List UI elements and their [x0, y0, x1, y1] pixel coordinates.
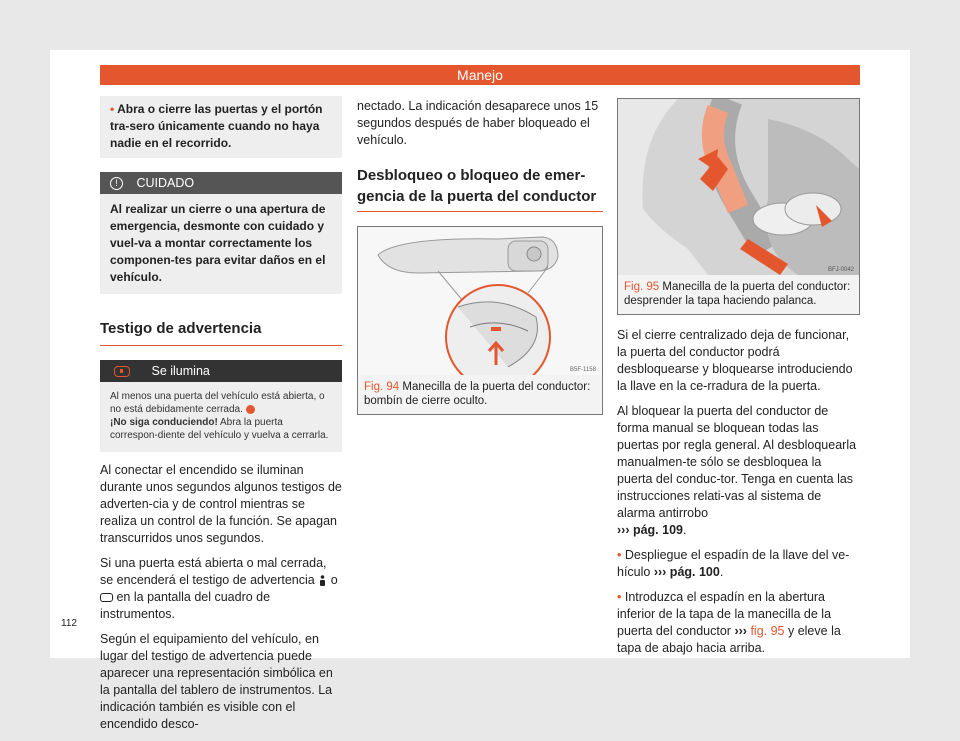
paragraph-2a: Si una puerta está abierta o mal cerrada, se encenderá el testigo de advertencia — [100, 556, 327, 587]
bullet-icon: • — [617, 548, 622, 562]
link-page-100[interactable]: ››› pág. 100 — [653, 565, 720, 579]
paragraph-1: Al conectar el encendido se iluminan durante unos segundos algunos testigos de adverten-cia y de control mientras se realiza un control de la función. Se apagan transcurridos unos segundos. — [100, 463, 342, 545]
paragraph-c3-1: Si el cierre centralizado deja de funcionar, la puerta del conductor podrá desbloquearse y bloquearse introduciendo la llave en la ce-rradura de la puerta. — [617, 328, 853, 393]
paragraph-c3-2: Al bloquear la puerta del conductor de forma manual se bloquean todas las puertas por regla general. Al desbloquearla manualmen-te sólo se desbloquea la puerta del conduc-tor. Tenga en cuenta las instrucciones relati-vas al sistema de alarma antirrobo ››› pág. 109. — [617, 404, 857, 537]
step-2-end: y eleve la tapa de abajo hacia arriba. — [617, 624, 841, 655]
caution-header — [100, 172, 342, 194]
step-1: • Despliegue el espadín de la llave del ve-hículo ››› pág. 100. — [617, 548, 850, 579]
figure-95-caption-text: Manecilla de la puerta del conductor: desprender la tapa haciendo palanca. — [624, 281, 851, 307]
lamp-box-header — [100, 360, 342, 382]
bullet-icon: • — [617, 590, 622, 604]
lamp-text-1: Al menos una puerta del vehículo está abierta, o no está debidamente cerrada. — [110, 391, 325, 415]
paragraph-2b: o — [330, 573, 338, 587]
link-fig-95[interactable]: fig. 95 — [750, 624, 785, 638]
caution-text: Al realizar un cierre o una apertura de emergencia, desmonte con cuidado y vuel-va a montar correctamente los componen-tes para evitar daños en el vehículo. — [100, 194, 342, 294]
lamp-text-2: Abra la puerta correspon-diente del vehículo y vuelva a cerrarla. — [110, 417, 329, 441]
figure-94-code: B5F-1158 — [570, 367, 596, 373]
step-2-text: Introduzca el espadín en la abertura inferior de la tapa de la manecilla de la puerta del conductor — [617, 590, 832, 638]
stop-icon — [246, 405, 255, 414]
column-2 — [357, 98, 603, 415]
figure-95 — [617, 98, 860, 315]
link-page-109[interactable]: ››› pág. 109 — [617, 523, 683, 537]
caution-title: CUIDADO — [136, 176, 195, 190]
door-warning-lamp-icon — [114, 366, 130, 377]
paragraph-continued: nectado. La indicación desaparece unos 15 segundos después de haber bloqueado el vehículo. — [357, 99, 599, 147]
intro-warning — [100, 96, 342, 158]
figure-94 — [357, 226, 603, 415]
door-handle-illustration — [358, 227, 602, 375]
chapter-header: Manejo — [100, 65, 860, 85]
lamp-text-bold: ¡No siga conduciendo! — [110, 417, 218, 428]
paragraph-2c: en la pantalla del cuadro de instrumentos. — [100, 590, 271, 621]
figure-94-caption — [358, 375, 602, 414]
figure-94-label: Fig. 94 — [364, 381, 400, 393]
alert-circle-icon: ! — [110, 177, 123, 190]
step-1-text: Despliegue el espadín de la llave del ve-hículo — [617, 548, 850, 579]
paragraph-c3-2-text: Al bloquear la puerta del conductor de forma manual se bloquean todas las puertas por regla general. Al desbloquearla manualmen-te sólo se desbloquea la puerta del conduc-tor. Tenga en cuenta las instrucciones relati-vas al sistema de alarma antirrobo — [617, 404, 857, 520]
lamp-box-body — [100, 382, 342, 452]
lever-cap-illustration — [618, 99, 859, 275]
figure-95-label: Fig. 95 — [624, 281, 660, 293]
figure-95-caption — [618, 275, 859, 314]
door-lamp-inline-icon — [100, 593, 113, 602]
step-2 — [617, 589, 860, 657]
column-1 — [100, 96, 342, 741]
ref-arrow: ››› — [734, 624, 747, 638]
caution-box — [100, 172, 342, 294]
section-title-desbloqueo: Desbloqueo o bloqueo de emer-gencia de la puerta del conductor — [357, 165, 603, 212]
figure-95-code: BFJ-0042 — [828, 267, 855, 273]
page-number: 112 — [61, 618, 77, 629]
figure-94-caption-text: Manecilla de la puerta del conductor: bombín de cierre oculto. — [364, 381, 591, 407]
paragraph-2 — [100, 555, 342, 623]
column-3 — [617, 98, 860, 665]
bullet-icon: • — [110, 102, 115, 116]
lamp-box-title: Se ilumina — [151, 364, 210, 378]
seatbelt-icon — [318, 575, 327, 587]
paragraph-3: Según el equipamiento del vehículo, en lugar del testigo de advertencia puede aparecer una representación simbólica en la pantalla del tablero de instrumentos. La indicación también es visible con el encendido desco- — [100, 632, 333, 731]
section-title-testigo: Testigo de advertencia — [100, 320, 342, 346]
intro-text: Abra o cierre las puertas y el portón tra-sero únicamente cuando no haya nadie en el recorrido. — [110, 102, 323, 150]
